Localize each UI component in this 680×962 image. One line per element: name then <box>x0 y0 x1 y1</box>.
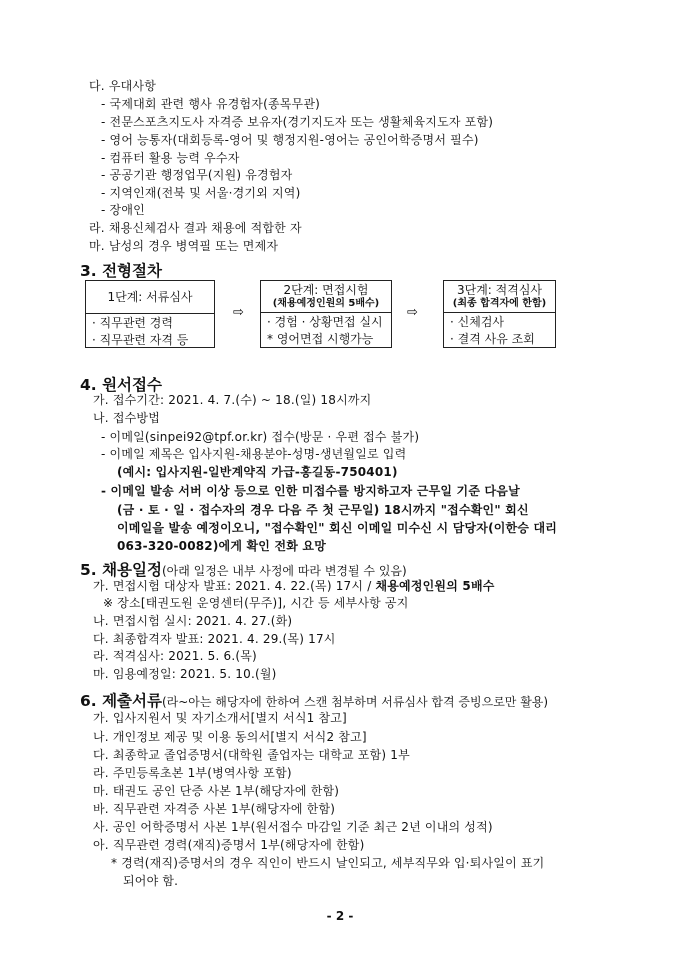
section-5-title: 5. 채용일정 <box>80 561 162 579</box>
schedule-note: ※ 장소[태권도원 운영센터(무주)], 시간 등 세부사항 공지 <box>103 596 409 610</box>
preference-item: - 전문스포츠지도사 자격증 보유자(경기지도자 또는 생활체육지도자 포함) <box>101 115 494 129</box>
section-5-header <box>80 558 407 580</box>
section-6-note: (라~아는 해당자에 한하여 스캔 첨부하며 서류심사 합격 증빙으로만 활용) <box>161 695 549 709</box>
schedule-item: 나. 면접시험 실시: 2021. 4. 27.(화) <box>93 614 293 628</box>
step-2-row: · 경험 · 상황면접 실시 <box>267 315 383 329</box>
section-5-note: (아래 일정은 내부 사정에 따라 변경될 수 있음) <box>161 564 407 578</box>
document-item: 가. 입사지원서 및 자기소개서[별지 서식1 참고] <box>93 711 347 725</box>
preference-item: - 영어 능통자(대회등록-영어 및 행정지원-영어는 공인어학증명서 필수) <box>101 133 479 147</box>
step-3-header <box>444 281 555 313</box>
section-4-title: 4. 원서접수 <box>80 376 162 394</box>
requirement-health-check: 라. 채용신체검사 결과 채용에 적합한 자 <box>89 221 302 235</box>
schedule-item: 라. 적격심사: 2021. 5. 6.(목) <box>93 649 257 663</box>
step-2-note: (채용예정인원의 5배수) <box>272 298 380 309</box>
application-method-item: - 이메일(sinpei92@tpf.or.kr) 접수(방문 · 우편 접수 불가) <box>101 430 420 444</box>
page-number: - 2 - <box>326 909 354 923</box>
document-item: 마. 태권도 공인 단증 사본 1부(해당자에 한함) <box>93 784 340 798</box>
document-item: 나. 개인정보 제공 및 이용 동의서[별지 서식2 참고] <box>93 730 367 744</box>
step-2-header <box>261 281 391 313</box>
step-1-row: · 직무관련 경력 <box>92 316 173 330</box>
schedule-item <box>93 579 495 594</box>
step-2-box <box>260 280 392 348</box>
preference-item: - 지역인재(전북 및 서울·경기외 지역) <box>101 186 301 200</box>
schedule-interview-announce: 가. 면접시험 대상자 발표: 2021. 4. 22.(목) 17시 / <box>93 579 376 593</box>
step-3-title: 3단계: 적격심사 <box>456 283 543 297</box>
step-1-row: · 직무관련 자격 등 <box>92 333 189 347</box>
step-3-box <box>443 280 556 348</box>
email-subject-example: (예시: 입사지원-일반계약직 가급-홍길동-750401) <box>117 465 398 479</box>
application-period: 가. 접수기간: 2021. 4. 7.(수) ~ 18.(일) 18시까지 <box>93 393 372 407</box>
document-item: 사. 공인 어학증명서 사본 1부(원서접수 마감일 기준 최근 2년 이내의 성적) <box>93 820 493 834</box>
application-method-title: 나. 접수방법 <box>93 411 160 425</box>
step-2-title: 2단계: 면접시험 <box>283 283 369 297</box>
document-footnote-cont: 되어야 함. <box>123 874 179 888</box>
step-1-box <box>85 280 215 348</box>
application-method-item: - 이메일 발송 서버 이상 등으로 인한 미접수를 방지하고자 근무일 기준 다음날 <box>101 484 520 498</box>
preference-item: - 국제대회 관련 행사 유경험자(종목무관) <box>101 97 321 111</box>
document-footnote: * 경력(재직)증명서의 경우 직인이 반드시 날인되고, 세부직무와 입·퇴사일이 표기 <box>111 856 545 870</box>
preference-title: 다. 우대사항 <box>89 79 156 93</box>
application-method-item: - 이메일 제목은 입사지원-채용분야-성명-생년월일로 입력 <box>101 447 407 461</box>
section-3-title: 3. 전형절차 <box>80 262 162 280</box>
schedule-interview-multiple: 채용예정인원의 5배수 <box>375 579 495 593</box>
document-item: 다. 최종학교 졸업증명서(대학원 졸업자는 대학교 포함) 1부 <box>93 748 410 762</box>
schedule-item: 마. 임용예정일: 2021. 5. 10.(월) <box>93 667 277 681</box>
step-1-title: 1단계: 서류심사 <box>86 281 214 314</box>
application-method-item-cont: (금 · 토 · 일 · 접수자의 경우 다음 주 첫 근무일) 18시까지 "접수확인" 회신 <box>117 503 529 517</box>
preference-item: - 장애인 <box>101 203 145 217</box>
schedule-item: 다. 최종합격자 발표: 2021. 4. 29.(목) 17시 <box>93 632 336 646</box>
section-6-title: 6. 제출서류 <box>80 692 162 710</box>
requirement-military: 마. 남성의 경우 병역필 또는 면제자 <box>89 239 279 253</box>
preference-item: - 컴퓨터 활용 능력 우수자 <box>101 151 240 165</box>
step-3-row: · 결격 사유 조회 <box>450 332 535 346</box>
application-method-item-cont: 063-320-0082)에게 확인 전화 요망 <box>117 539 327 553</box>
section-6-header <box>80 689 548 711</box>
arrow-right-icon: ⇨ <box>407 305 418 320</box>
step-2-row: * 영어면접 시행가능 <box>267 332 374 346</box>
document-item: 바. 직무관련 자격증 사본 1부(해당자에 한함) <box>93 802 336 816</box>
application-method-item-cont: 이메일을 발송 예정이오니, "접수확인" 회신 이메일 미수신 시 담당자(이한승 대리 <box>117 521 558 535</box>
preference-item: - 공공기관 행정업무(지원) 유경험자 <box>101 168 293 182</box>
document-item: 아. 직무관련 경력(재직)증명서 1부(해당자에 한함) <box>93 838 365 852</box>
step-3-row: · 신체검사 <box>450 315 504 329</box>
document-item: 라. 주민등록초본 1부(병역사항 포함) <box>93 766 292 780</box>
arrow-right-icon: ⇨ <box>233 305 244 320</box>
step-3-note: (최종 합격자에 한함) <box>452 298 547 309</box>
